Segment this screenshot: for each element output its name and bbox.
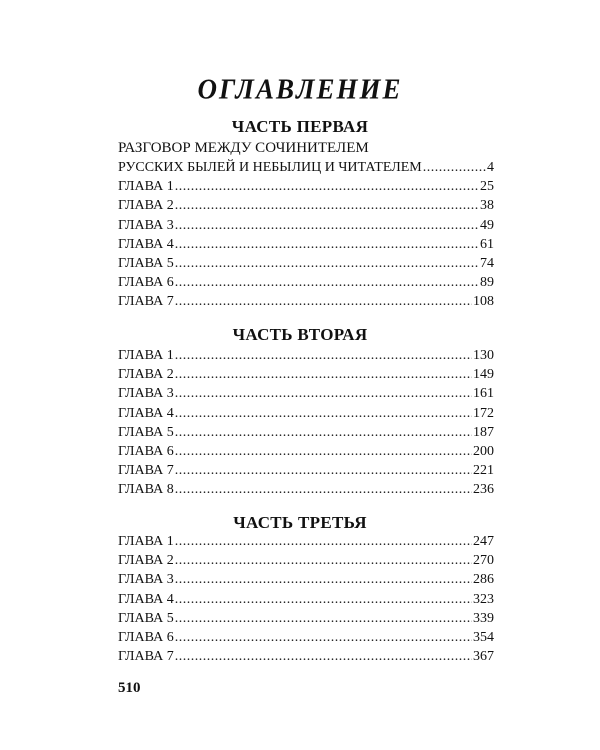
- toc-entry[interactable]: [118, 216, 494, 235]
- toc-entry[interactable]: [118, 480, 494, 499]
- toc-entry-label: ГЛАВА 1: [118, 534, 174, 549]
- toc-entry-page: 187: [473, 424, 494, 440]
- toc-entry-page: 200: [473, 443, 494, 459]
- toc-entry-page: 172: [473, 405, 494, 421]
- toc-entry-label: ГЛАВА 5: [118, 424, 174, 440]
- toc-entry-page: 108: [473, 294, 494, 310]
- toc-entry-label: ГЛАВА 5: [118, 610, 174, 626]
- dot-leader: [175, 273, 479, 292]
- toc-entry-label: ГЛАВА 3: [118, 386, 174, 402]
- toc-entry-label: ГЛАВА 5: [118, 255, 174, 271]
- toc-entry[interactable]: [118, 461, 494, 480]
- toc-entry-label: ГЛАВА 1: [118, 179, 174, 195]
- toc-entry-label: ГЛАВА 2: [118, 367, 174, 383]
- intro-title-line-1: РАЗГОВОР МЕЖДУ СОЧИНИТЕЛЕМ: [118, 140, 369, 156]
- dot-leader: [175, 292, 472, 311]
- part-1-toc: [118, 139, 494, 312]
- toc-entry-label: ГЛАВА 7: [118, 294, 174, 310]
- toc-entry-page: 323: [473, 591, 494, 607]
- toc-entry[interactable]: [118, 346, 494, 365]
- toc-entry-label: ГЛАВА 3: [118, 217, 174, 233]
- toc-entry-label: ГЛАВА 4: [118, 405, 174, 421]
- dot-leader: [175, 404, 472, 423]
- dot-leader: [175, 346, 472, 365]
- toc-entry-label: ГЛАВА 1: [118, 348, 174, 363]
- toc-entry[interactable]: [118, 365, 494, 384]
- part-3-toc: [118, 532, 494, 666]
- dot-leader: [175, 235, 479, 254]
- toc-entry-page: 286: [473, 572, 494, 588]
- toc-entry-label: ГЛАВА 4: [118, 236, 174, 252]
- toc-entry[interactable]: [118, 404, 494, 423]
- toc-entry-label: ГЛАВА 2: [118, 198, 174, 214]
- dot-leader: [175, 532, 472, 551]
- toc-entry-page: 89: [480, 275, 494, 291]
- toc-entry[interactable]: [118, 647, 494, 666]
- toc-entry-page: 339: [473, 610, 494, 626]
- toc-entry-label: ГЛАВА 3: [118, 572, 174, 588]
- toc-entry-intro[interactable]: [118, 158, 494, 177]
- dot-leader: [175, 177, 479, 196]
- dot-leader: [175, 254, 479, 273]
- part-2-title: ЧАСТЬ ВТОРАЯ: [232, 325, 368, 344]
- toc-entry[interactable]: [118, 532, 494, 551]
- dot-leader: [175, 384, 472, 403]
- toc-entry-label: ГЛАВА 4: [118, 591, 174, 607]
- toc-entry[interactable]: [118, 254, 494, 273]
- toc-entry-page: 270: [473, 553, 494, 569]
- toc-entry[interactable]: [118, 628, 494, 647]
- toc-entry-page: 367: [473, 649, 494, 665]
- toc-entry[interactable]: [118, 570, 494, 589]
- toc-entry-page: 61: [480, 236, 494, 252]
- toc-entry-page: 130: [473, 348, 494, 363]
- dot-leader: [175, 216, 479, 235]
- dot-leader: [175, 461, 472, 480]
- toc-entry-page: 38: [480, 198, 494, 214]
- part-3-title: ЧАСТЬ ТРЕТЬЯ: [233, 513, 367, 532]
- toc-entry-label: ГЛАВА 8: [118, 482, 174, 498]
- toc-entry-page: 4: [487, 160, 494, 175]
- toc-entry[interactable]: [118, 273, 494, 292]
- toc-entry[interactable]: [118, 177, 494, 196]
- dot-leader: [175, 442, 472, 461]
- dot-leader: [175, 480, 472, 499]
- toc-entry[interactable]: [118, 590, 494, 609]
- dot-leader: [175, 570, 472, 589]
- toc-entry-page: 354: [473, 629, 494, 645]
- dot-leader: [175, 196, 479, 215]
- toc-entry[interactable]: [118, 442, 494, 461]
- dot-leader: [175, 647, 472, 666]
- toc-entry[interactable]: [118, 292, 494, 311]
- page-title: ОГЛАВЛЕНИЕ: [197, 73, 403, 105]
- dot-leader: [175, 590, 472, 609]
- toc-entry-page: 236: [473, 482, 494, 498]
- toc-entry[interactable]: [118, 551, 494, 570]
- dot-leader: [175, 628, 472, 647]
- toc-entry-page: 247: [473, 534, 494, 549]
- toc-entry-label: РУССКИХ БЫЛЕЙ И НЕБЫЛИЦ И ЧИТАТЕЛЕМ: [118, 160, 422, 175]
- toc-entry[interactable]: [118, 423, 494, 442]
- toc-entry[interactable]: [118, 384, 494, 403]
- dot-leader: [175, 551, 472, 570]
- toc-entry-page: 74: [480, 255, 494, 271]
- toc-entry[interactable]: [118, 196, 494, 215]
- toc-entry-label: ГЛАВА 2: [118, 553, 174, 569]
- toc-entry-page: 221: [473, 463, 494, 479]
- dot-leader: [175, 365, 472, 384]
- toc-entry-page: 161: [473, 386, 494, 402]
- toc-entry-page: 149: [473, 367, 494, 383]
- toc-entry-label: ГЛАВА 7: [118, 649, 174, 665]
- toc-entry-label: ГЛАВА 6: [118, 443, 174, 459]
- toc-entry-label: ГЛАВА 6: [118, 629, 174, 645]
- toc-entry-label: ГЛАВА 6: [118, 275, 174, 291]
- part-1-title: ЧАСТЬ ПЕРВАЯ: [231, 117, 369, 136]
- toc-entry-label: ГЛАВА 7: [118, 463, 174, 479]
- toc-entry[interactable]: [118, 235, 494, 254]
- toc-entry-page: 25: [480, 179, 494, 195]
- page-number: 510: [118, 680, 141, 696]
- part-2-toc: [118, 346, 494, 500]
- dot-leader: [423, 158, 486, 177]
- toc-entry-page: 49: [480, 217, 494, 233]
- dot-leader: [175, 423, 472, 442]
- dot-leader: [175, 609, 472, 628]
- toc-entry[interactable]: [118, 609, 494, 628]
